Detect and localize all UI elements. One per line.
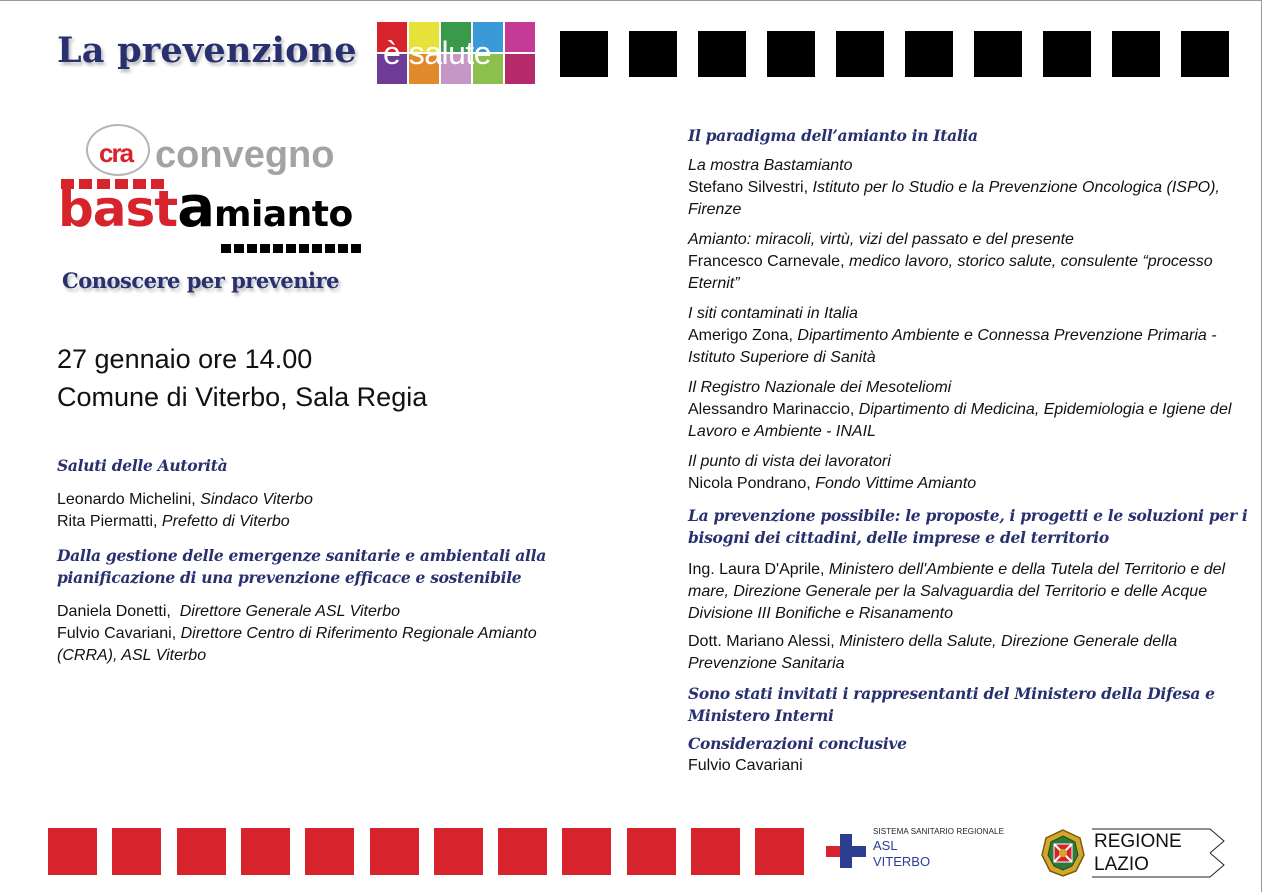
section-heading-prevenzione: La prevenzione possibile: le proposte, i progetti e le soluzioni per i bisogni dei cittadini, delle imprese e del territorio: [688, 506, 1248, 547]
black-dash: [299, 244, 309, 253]
speaker-name: Stefano Silvestri,: [688, 179, 809, 196]
black-dash: [221, 244, 231, 253]
speaker-name: Ing. Laura D'Aprile,: [688, 561, 825, 578]
top-black-block: [905, 31, 953, 77]
bottom-red-block: [755, 828, 804, 875]
wordmark-part-bast: bast: [58, 180, 178, 238]
event-date-time: 27 gennaio ore 14.00: [57, 344, 313, 374]
black-dash: [234, 244, 244, 253]
top-black-block: [1043, 31, 1091, 77]
speaker-name: Francesco Carnevale,: [688, 253, 845, 270]
bottom-red-block: [370, 828, 419, 875]
lazio-name: [1094, 830, 1182, 876]
asl-name-line2: VITERBO: [873, 854, 931, 869]
speaker-name: Rita Piermatti,: [57, 513, 158, 530]
speaker-role: Direttore Centro di Riferimento Regionale Amianto (CRRA), ASL Viterbo: [57, 625, 537, 664]
lazio-name-line1: REGIONE: [1094, 831, 1182, 852]
top-black-block: [698, 31, 746, 77]
program-left-column: [57, 455, 597, 667]
speaker-role: Dipartimento Ambiente e Connessa Prevenzione Primaria - Istituto Superiore di Sanità: [688, 327, 1217, 366]
talk-item: [688, 377, 1248, 443]
speaker-role: Dipartimento di Medicina, Epidemiologia e Igiene del Lavoro e Ambiente - INAIL: [688, 401, 1232, 440]
speaker-role: Istituto per lo Studio e la Prevenzione Oncologica (ISPO), Firenze: [688, 179, 1220, 218]
speaker-line: [688, 325, 1248, 369]
talk-item: [688, 229, 1248, 295]
program-right-column: [688, 125, 1248, 777]
black-dash: [260, 244, 270, 253]
conclusive-speaker: Fulvio Cavariani: [688, 757, 803, 774]
header-title: La prevenzione: [57, 30, 357, 71]
talk-item: [688, 303, 1248, 369]
top-black-block: [1112, 31, 1160, 77]
black-dash: [286, 244, 296, 253]
bottom-red-block: [177, 828, 226, 875]
esalute-color-tile: [505, 54, 535, 84]
talk-item: [688, 155, 1248, 221]
black-dash: [312, 244, 322, 253]
talk-title: Il Registro Nazionale dei Mesoteliomi: [688, 379, 952, 396]
asl-system-label: SISTEMA SANITARIO REGIONALE: [873, 827, 1005, 836]
section-heading-conclusive: Considerazioni conclusive: [688, 734, 907, 753]
tagline: Conoscere per prevenire: [62, 268, 339, 293]
top-black-block: [767, 31, 815, 77]
speaker-line: [57, 511, 597, 533]
talk-item: [688, 451, 1248, 495]
esalute-badge: [377, 22, 537, 86]
section-heading-gestione: Dalla gestione delle emergenze sanitarie e ambientali alla pianificazione di una prevenzione efficace e sostenibile: [57, 546, 546, 587]
bastamianto-wordmark: [58, 175, 353, 240]
bottom-red-block: [498, 828, 547, 875]
talk-item: [688, 559, 1248, 625]
wordmark-part-a: a: [177, 175, 214, 240]
speaker-role: Fondo Vittime Amianto: [815, 475, 977, 492]
top-black-block: [836, 31, 884, 77]
talk-title: Il punto di vista dei lavoratori: [688, 453, 891, 470]
regione-lazio-logo: [1040, 825, 1240, 881]
speaker-line: [688, 473, 1248, 495]
speaker-line: [688, 631, 1248, 675]
speaker-line: [688, 177, 1248, 221]
lazio-name-line2: LAZIO: [1094, 854, 1149, 875]
speaker-role: Direttore Generale ASL Viterbo: [179, 603, 401, 620]
top-black-block: [560, 31, 608, 77]
lazio-emblem-icon: [1040, 828, 1086, 878]
speaker-name: Leonardo Michelini,: [57, 491, 196, 508]
speaker-line: [688, 399, 1248, 443]
talk-title: La mostra Bastamianto: [688, 157, 853, 174]
bottom-red-block: [691, 828, 740, 875]
esalute-color-tile: [505, 22, 535, 52]
bottom-red-block: [434, 828, 483, 875]
convegno-label: convegno: [155, 134, 335, 176]
speaker-line: [688, 559, 1248, 625]
black-dash: [247, 244, 257, 253]
esalute-text: è salute: [383, 35, 492, 71]
speaker-role: Ministero dell'Ambiente e della Tutela del Territorio e del mare, Direzione Generale per la Salvaguardia del Territorio e delle Acque Divisione III Bonifiche e Risanamento: [688, 561, 1226, 622]
speaker-role: medico lavoro, storico salute, consulente “processo Eternit”: [688, 253, 1213, 292]
bastamianto-logo: [56, 122, 376, 302]
talk-item: [688, 631, 1248, 675]
asl-name-line1: ASL: [873, 838, 898, 853]
bottom-red-block: [112, 828, 161, 875]
asl-viterbo-logo: [825, 826, 1015, 876]
speaker-line: [57, 489, 597, 511]
black-dash: [338, 244, 348, 253]
speaker-name: Daniela Donetti,: [57, 603, 171, 620]
page-border-top: [0, 0, 1262, 1]
top-black-block: [1181, 31, 1229, 77]
speaker-name: Amerigo Zona,: [688, 327, 793, 344]
talk-title: Amianto: miracoli, virtù, vizi del passato e del presente: [688, 231, 1074, 248]
speaker-line: [57, 601, 597, 623]
speaker-role: Prefetto di Viterbo: [161, 513, 290, 530]
bottom-red-block: [305, 828, 354, 875]
event-info: [57, 340, 427, 416]
asl-name: [873, 838, 930, 870]
speaker-name: Fulvio Cavariani,: [57, 625, 177, 642]
speaker-name: Nicola Pondrano,: [688, 475, 811, 492]
bottom-red-block: [48, 828, 97, 875]
section-heading-saluti: Saluti delle Autorità: [57, 456, 228, 475]
black-dash: [351, 244, 361, 253]
section-heading-paradigma: Il paradigma dell’amianto in Italia: [688, 126, 978, 145]
speaker-name: Alessandro Marinaccio,: [688, 401, 855, 418]
talk-title: I siti contaminati in Italia: [688, 305, 858, 322]
asl-cross-icon-accent: [826, 846, 840, 857]
bottom-red-block: [562, 828, 611, 875]
cra-logo-text: cra: [99, 138, 133, 168]
black-dash: [273, 244, 283, 253]
top-black-block: [629, 31, 677, 77]
wordmark-part-mianto: mianto: [214, 194, 353, 235]
bottom-red-block: [241, 828, 290, 875]
section-heading-invitati: Sono stati invitati i rappresentanti del Ministero della Difesa e Ministero Interni: [688, 684, 1215, 725]
saluti-list: [57, 489, 597, 533]
speaker-name: Dott. Mariano Alessi,: [688, 633, 835, 650]
event-venue: Comune di Viterbo, Sala Regia: [57, 382, 428, 412]
gestione-list: [57, 601, 597, 667]
speaker-line: [57, 623, 597, 667]
speaker-role: Ministero della Salute, Direzione Generale della Prevenzione Sanitaria: [688, 633, 1178, 672]
black-dash: [325, 244, 335, 253]
bottom-red-block: [627, 828, 676, 875]
speaker-role: Sindaco Viterbo: [200, 491, 313, 508]
top-black-block: [974, 31, 1022, 77]
speaker-line: [688, 251, 1248, 295]
